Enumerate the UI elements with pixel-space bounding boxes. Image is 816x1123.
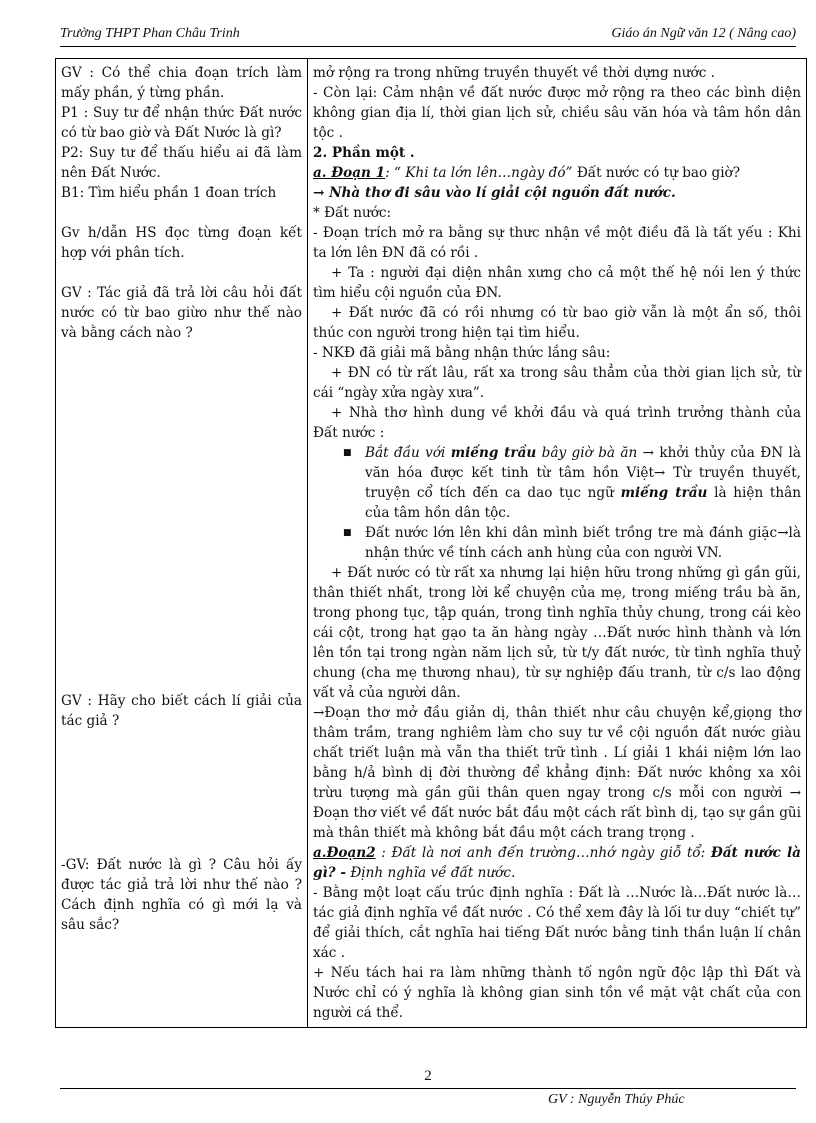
content-paragraph: + Ta : người đại diện nhân xưng cho cả một thế hệ nói len ý thức tìm hiểu cội nguồn của ĐN. xyxy=(313,265,801,301)
footer-divider xyxy=(60,1088,796,1089)
bullet-icon: ■ xyxy=(343,528,352,538)
bullet-item: ■ Bắt đầu với miếng trầu bây giờ bà ăn → khởi thủy của ĐN là văn hóa được kết tinh từ tâm hồn Việt→ Từ truyền thuyết, truyện cổ tích đến ca dao tục ngữ miếng trầu là hiện thân của tâm hồn dân tộc. xyxy=(343,445,801,521)
left-paragraph: GV : Có thể chia đoạn trích làm mấy phần, ý từng phần. xyxy=(61,65,302,101)
content-paragraph: + ĐN có từ rất lâu, rất xa trong sâu thẳm của thời gian lịch sử, từ cái “ngày xửa ngày xưa”. xyxy=(313,365,801,401)
content-paragraph: mở rộng ra trong những truyền thuyết về thời dựng nước . xyxy=(313,65,715,81)
content-paragraph: →Đoạn thơ mở đầu giản dị, thân thiết như câu chuyện kể,giọng thơ thâm trầm, trang nghiêm làm cho suy tư về cội nguồn đất nước giàu chất triết luận mà vẫn tha thiết trữ tình . Lí giải 1 khái niệm lớn lao bằng h/ả bình dị đời thường để khẳng định: Đất nước không xa xôi trừu tượng mà gần gũi thân quen ngay trong c/s mỗi con người → Đoạn thơ viết về đất nước bắt đầu một cách rất bình dị, tạo sự gần gũi mà thân thiết mà không bắt đầu một cách trang trọng . xyxy=(313,705,801,841)
left-paragraph: B1: Tìm hiểu phần 1 đoan trích xyxy=(61,185,277,201)
section-subheading: a. Đoạn 1: “ Khi ta lớn lên…ngày đó” Đất nước có tự bao giờ? xyxy=(313,165,741,181)
table-row xyxy=(56,59,807,1028)
left-paragraph: -GV: Đất nước là gì ? Câu hỏi ấy được tác giả trả lời như thế nào ? Cách định nghĩa có gì mới lạ và sâu sắc? xyxy=(61,857,302,933)
content-paragraph: - Bằng một loạt cấu trúc định nghĩa : Đất là …Nước là…Đất nước là…tác giả định nghĩa về đất nước . Có thể xem đây là lối tư duy “chiết tự” để giải thích, cắt nghĩa hai tiếng Đất nước bằng tinh thần luận lí chân xác . xyxy=(313,885,801,961)
content-paragraph: - NKĐ đã giải mã bằng nhận thức lắng sâu: xyxy=(313,345,611,361)
author-name: GV : Nguyễn Thúy Phúc xyxy=(548,1092,685,1107)
content-paragraph: + Nếu tách hai ra làm những thành tố ngôn ngữ độc lập thì Đất và Nước chỉ có ý nghĩa là không gian sinh tồn về mặt vật chất của con người cá thể. xyxy=(313,965,801,1021)
content-paragraph: * Đất nước: xyxy=(313,205,392,221)
section-subheading: a.Đoạn2 : Đất là nơi anh đến trường…nhớ ngày giỗ tổ: Đất nước là gì? - Định nghĩa về đất nước. xyxy=(313,845,801,881)
bullet-item: ■ Đất nước lớn lên khi dân mình biết trồng tre mà đánh giặc→là nhận thức về tính cách anh hùng của con người VN. xyxy=(343,525,801,561)
content-paragraph: - Đoạn trích mở ra bằng sự thưc nhận về một điều đã là tất yếu : Khi ta lớn lên ĐN đã có rồi . xyxy=(313,225,801,261)
left-paragraph: Gv h/dẫn HS đọc từng đoạn kết hợp với phân tích. xyxy=(61,225,302,261)
left-paragraph: GV : Tác giả đã trả lời câu hỏi đất nước có từ bao giừo như thế nào và bằng cách nào ? xyxy=(61,285,302,341)
left-paragraph: P1 : Suy tư để nhận thức Đất nước có từ bao giờ và Đất Nước là gì? xyxy=(61,105,302,141)
content-paragraph: → Nhà thơ đi sâu vào lí giải cội nguồn đất nước. xyxy=(313,185,676,201)
content-column xyxy=(308,59,807,1028)
school-name: Trường THPT Phan Châu Trinh xyxy=(60,26,240,41)
content-paragraph: + Đất nước có từ rất xa nhưng lại hiện hữu trong những gì gần gũi, thân thiết nhất, trong lời kể chuyện của mẹ, trong miếng trầu bà ăn, trong phong tục, tập quán, trong tình nghĩa thủy chung, trong cái kèo cái cột, trong hạt gạo ta ăn hàng ngày …Đất nước hình thành và lớn lên tồn tại trong ngàn năm lịch sử, từ t/y đất nước, từ tình nghĩa thuỷ chung (cha mẹ thương nhau), từ sự nghiệp đấu tranh, từ c/s lao động vất vả của người dân. xyxy=(313,565,801,701)
page-header xyxy=(60,24,796,47)
content-paragraph: + Nhà thơ hình dung về khởi đầu và quá trình trưởng thành của Đất nước : xyxy=(313,405,801,441)
content-paragraph: - Còn lại: Cảm nhận về đất nước được mở rộng ra theo các bình diện không gian địa lí, thời gian lịch sử, chiều sâu văn hóa và tâm hồn dân tộc . xyxy=(313,85,801,141)
lesson-table xyxy=(55,58,807,1028)
teacher-activity-column xyxy=(56,59,308,1028)
section-heading: 2. Phần một . xyxy=(313,145,415,161)
content-paragraph: + Đất nước đã có rồi nhưng có từ bao giờ vẫn là một ẩn số, thôi thúc con người trong hiện tại tìm hiểu. xyxy=(313,305,801,341)
subject-title: Giáo án Ngữ văn 12 ( Nâng cao) xyxy=(611,26,796,41)
page-number: 2 xyxy=(424,1068,432,1084)
left-paragraph: P2: Suy tư để thấu hiểu ai đã làm nên Đất Nước. xyxy=(61,145,302,181)
bullet-icon: ■ xyxy=(343,448,352,458)
left-paragraph: GV : Hãy cho biết cách lí giải của tác giả ? xyxy=(61,693,302,729)
